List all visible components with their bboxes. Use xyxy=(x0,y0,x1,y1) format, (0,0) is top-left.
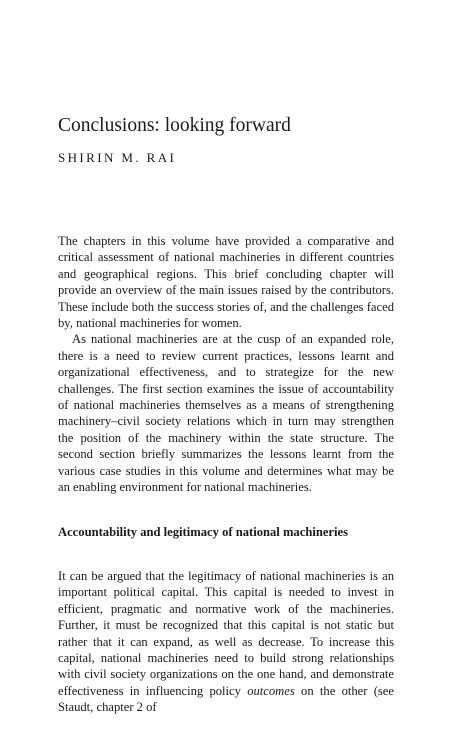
section-paragraph-text-end: on the other (see Staudt, chapter 2 of xyxy=(58,683,394,715)
chapter-title: Conclusions: looking forward xyxy=(58,115,291,136)
intro-paragraph-2: As national machineries are at the cusp of an expanded role, there is a need to review current practices, lessons learnt and organizational effectiveness, and to strategize for the new challenges. The first section examines the issue of accountability of national machineries themselves as a means of strengthening machinery–civil society relations which in turn may strengthen the position of the machinery within the state structure. The second section briefly summarizes the lessons learnt from the various case studies in this volume and determines what may be an enabling environment for national machineries. xyxy=(58,332,394,495)
section-paragraph-1 xyxy=(58,568,394,716)
section-paragraph-text-start: It can be argued that the legitimacy of national machineries is an important political capital. This capital is needed to invest in efficient, pragmatic and normative work of the machineries. Further, it must be recognized that this capital is not static but rather that it can expand, as well as decrease. To increase this capital, national machineries need to build strong relationships with civil society organizations on the one hand, and demonstrate effectiveness in influencing policy xyxy=(58,569,394,698)
section-heading: Accountability and legitimacy of national machineries xyxy=(58,525,348,539)
intro-text xyxy=(58,233,394,496)
section-body xyxy=(58,568,394,716)
section-paragraph-emphasis: outcomes xyxy=(247,683,295,698)
intro-paragraph-1: The chapters in this volume have provided a comparative and critical assessment of national machineries in different countries and geographical regions. This brief concluding chapter will provide an overview of the main issues raised by the contributors. These include both the success stories of, and the challenges faced by, national machineries for women. xyxy=(58,234,394,331)
chapter-author: SHIRIN M. RAI xyxy=(58,150,177,165)
